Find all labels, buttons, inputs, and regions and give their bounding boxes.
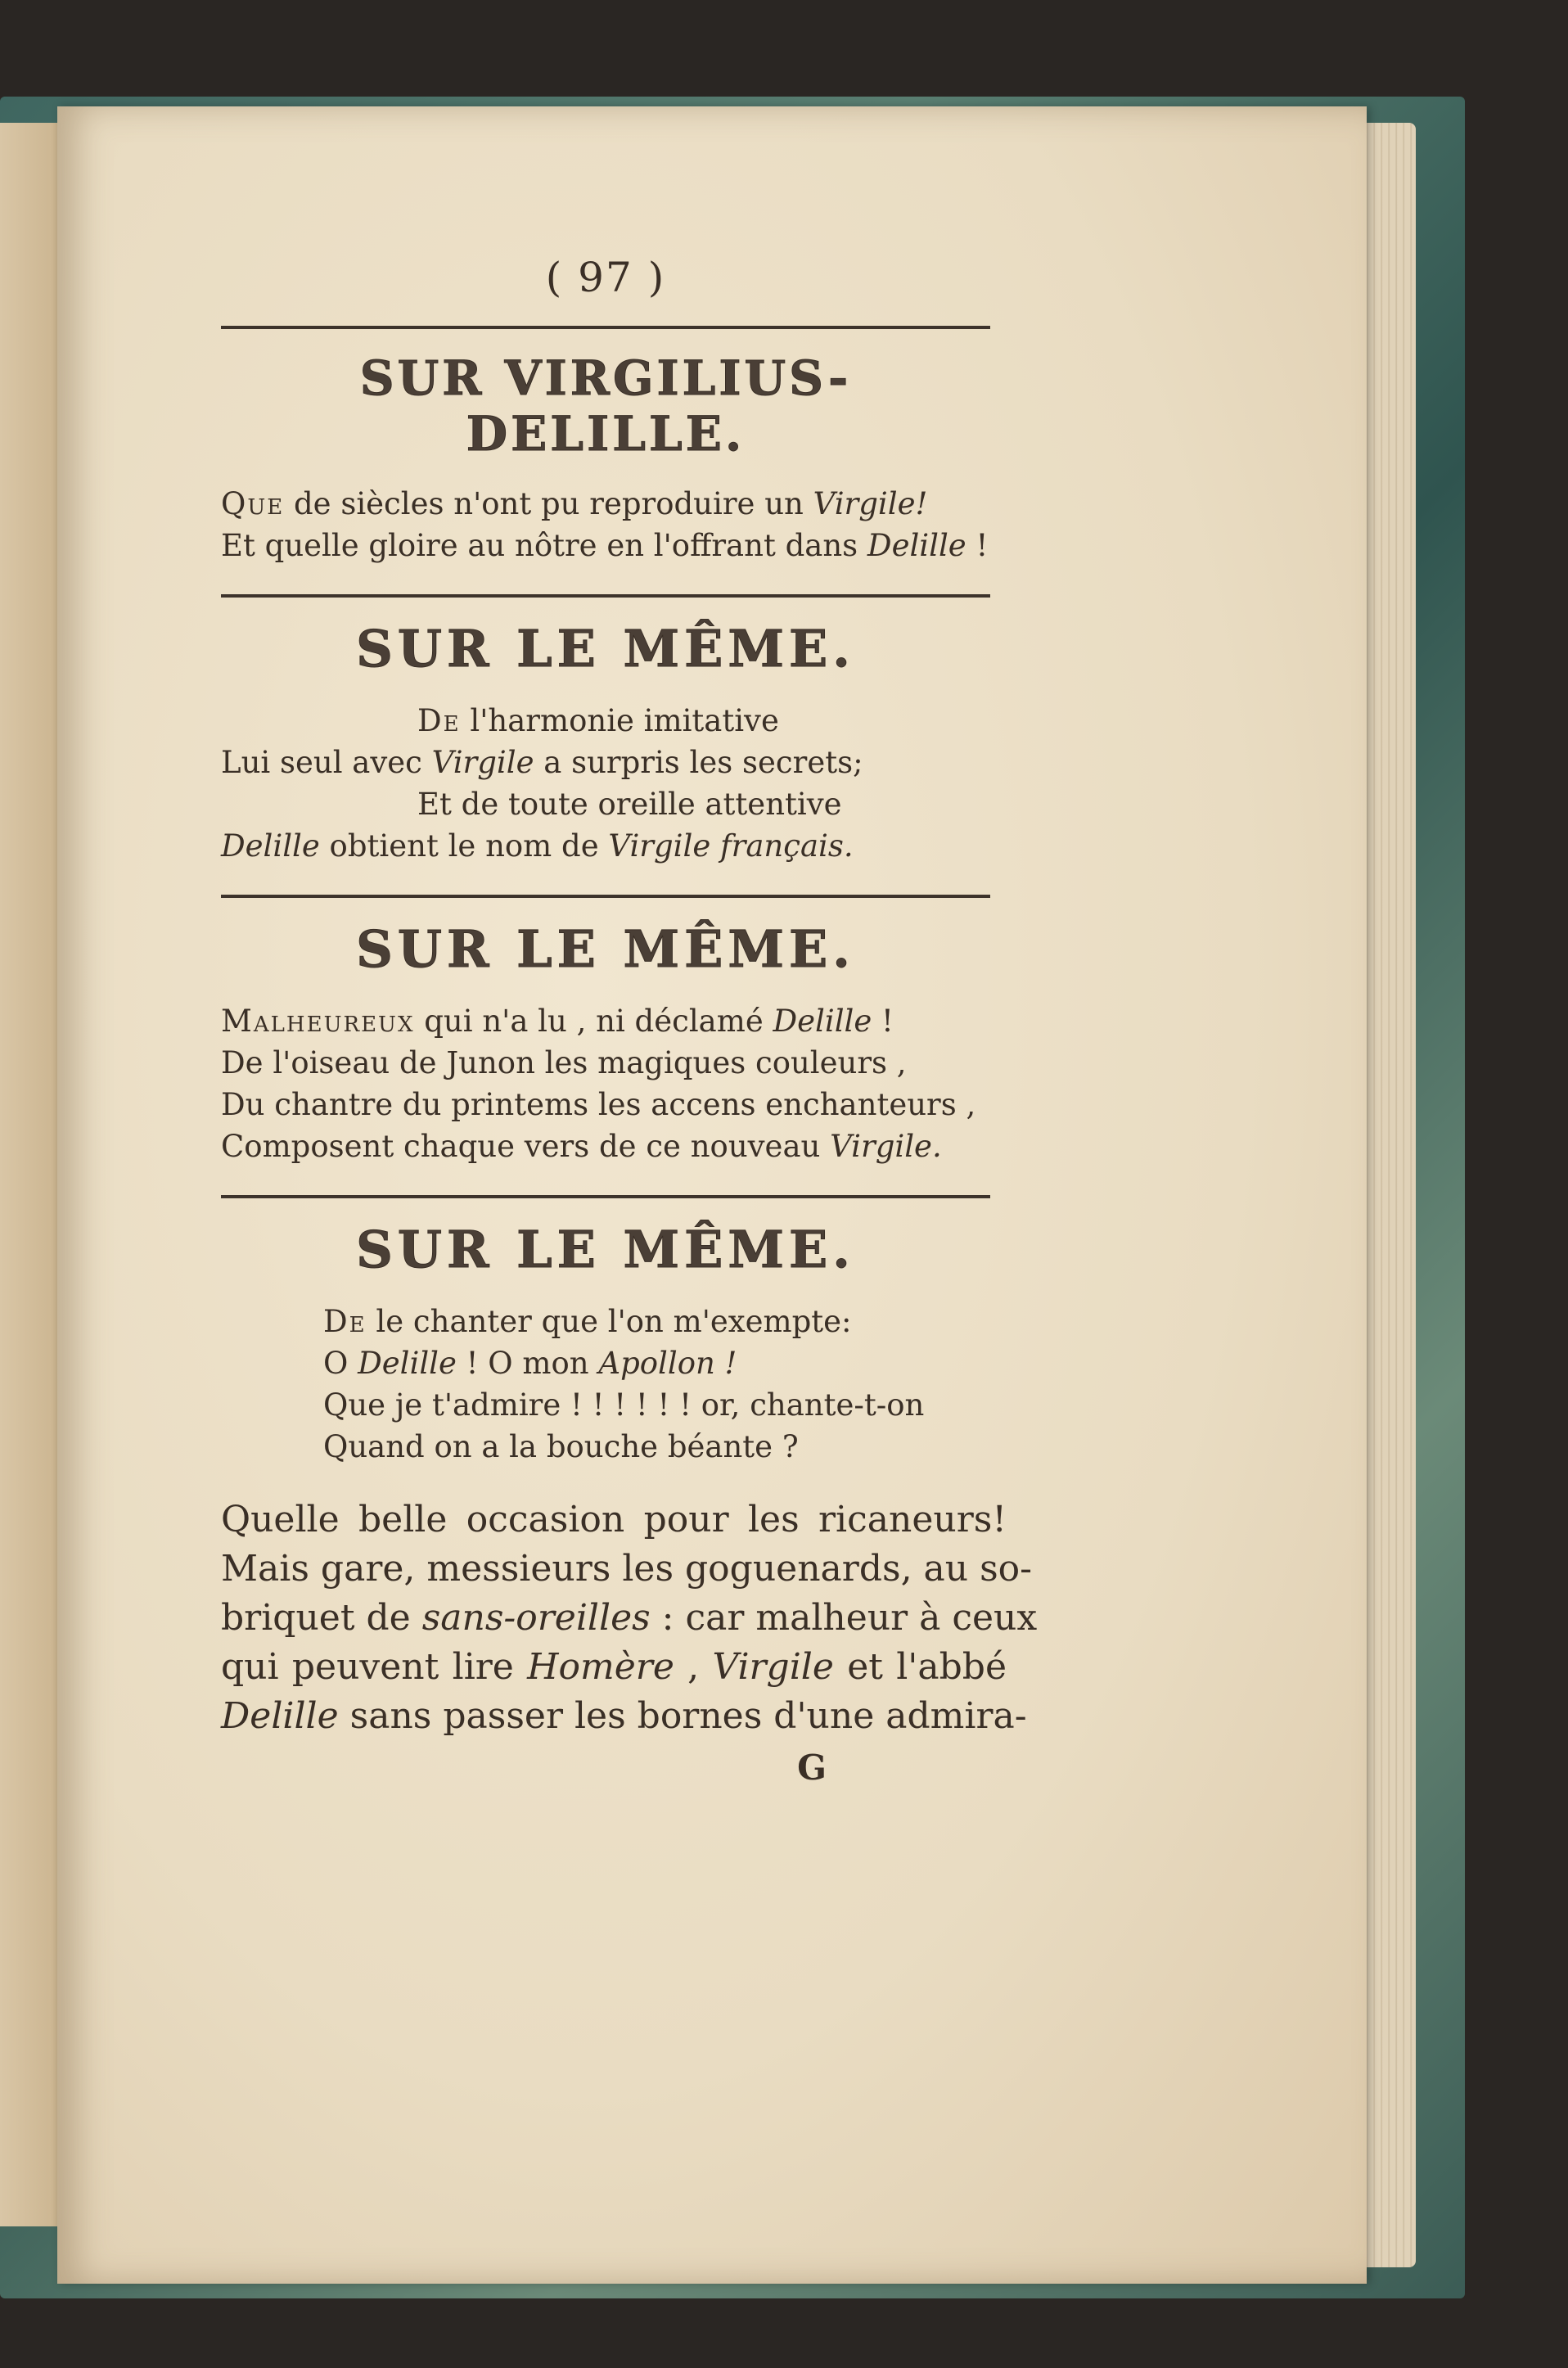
section-rule	[221, 895, 990, 898]
prose-text: : car malheur à ceux	[650, 1597, 1038, 1639]
verse-line	[221, 1384, 990, 1426]
prose-italic: Virgile	[712, 1646, 834, 1688]
verse-text: Du chantre du printems les accens enchanteurs ,	[221, 1087, 976, 1122]
section-title: SUR LE MÊME.	[356, 919, 855, 979]
verse-italic: Apollon !	[598, 1346, 737, 1381]
verse-text: Que je t'admire ! ! ! ! ! ! or, chante-t-on	[323, 1387, 925, 1423]
verse-text: Et quelle gloire au nôtre en l'offrant dans	[221, 528, 867, 563]
verse-block	[221, 1301, 990, 1468]
verse-line	[221, 1084, 990, 1125]
verse-line	[221, 1342, 990, 1384]
verse-line	[221, 700, 990, 742]
verse-text: Lui seul avec	[221, 745, 432, 780]
sections-container	[221, 326, 990, 1468]
prose-text: briquet de	[221, 1597, 422, 1639]
verse-text: O	[323, 1346, 358, 1381]
verse-tail: ! O mon	[456, 1346, 599, 1381]
verse-text: Composent chaque vers de ce nouveau	[221, 1129, 831, 1164]
verse-tail: !	[872, 1004, 894, 1039]
page-number: ( 97 )	[545, 254, 666, 301]
prose-line	[221, 1545, 1033, 1594]
prose-line	[221, 1692, 1027, 1741]
verse-italic: Virgile.	[830, 1129, 942, 1164]
verse-italic: Delille	[221, 828, 320, 864]
verse-line	[221, 483, 990, 525]
verse-text: Quand on a la bouche béante ?	[323, 1429, 799, 1464]
verse-tail: a surpris les secrets;	[534, 745, 863, 780]
page-content	[221, 254, 1038, 1788]
verse-text: de siècles n'ont pu reproduire un	[284, 486, 813, 521]
prose-line	[221, 1643, 1007, 1692]
verse-line	[221, 825, 990, 867]
verse-italic: Virgile!	[813, 486, 928, 521]
verse-italic: Delille	[773, 1004, 872, 1039]
section-rule	[221, 1195, 990, 1198]
verse-line	[221, 1125, 990, 1167]
section-title: SUR LE MÊME.	[356, 619, 855, 679]
signature-mark: G	[797, 1748, 827, 1788]
verse-italic: Delille	[358, 1346, 457, 1381]
verse-text: l'harmonie imitative	[460, 703, 779, 738]
verse-text: le chanter que l'on m'exempte:	[366, 1304, 852, 1339]
verse-block	[221, 700, 990, 867]
section-title: SUR LE MÊME.	[356, 1220, 855, 1279]
verse-lead: De	[323, 1304, 367, 1339]
verse-text: Et de toute oreille attentive	[417, 787, 842, 822]
verse-italic: Delille	[867, 528, 966, 563]
verse-line	[221, 1426, 990, 1468]
section-title: SUR VIRGILIUS-DELILLE.	[359, 350, 852, 462]
section-rule	[221, 326, 990, 329]
verse-italic: Virgile	[431, 745, 534, 780]
verse-tail: !	[966, 528, 989, 563]
verse-line	[221, 1000, 990, 1042]
verse-tail: obtient le nom de	[319, 828, 609, 864]
section-rule	[221, 594, 990, 598]
verse-text: De l'oiseau de Junon les magiques couleurs ,	[221, 1045, 907, 1080]
prose-italic: Homère	[527, 1646, 674, 1688]
prose-italic: sans-oreilles	[421, 1597, 651, 1639]
verse-block	[221, 1000, 990, 1167]
prose-line	[221, 1594, 1038, 1643]
verse-lead: De	[417, 703, 461, 738]
prose-line	[221, 1495, 1007, 1545]
verse-lead: Malheureux	[221, 1004, 415, 1039]
prose-text: et l'abbé	[833, 1646, 1007, 1688]
verse-lead: Que	[221, 486, 285, 521]
prose-italic: Delille	[221, 1695, 339, 1737]
verse-line	[221, 525, 990, 566]
prose-text: Quelle belle occasion pour les ricaneurs!	[221, 1499, 1007, 1540]
prose-text: Mais gare, messieurs les goguenards, au so-	[221, 1548, 1033, 1590]
verse-italic: Virgile français.	[608, 828, 854, 864]
verse-line	[221, 1301, 990, 1342]
verse-text: qui n'a lu , ni déclamé	[414, 1004, 773, 1039]
verse-line	[221, 783, 990, 825]
verse-line	[221, 742, 990, 783]
prose-text: sans passer les bornes d'une admira-	[338, 1695, 1027, 1737]
verse-line	[221, 1042, 990, 1084]
prose-paragraph	[221, 1495, 1038, 1741]
verse-block	[221, 483, 990, 566]
prose-text: qui peuvent lire	[221, 1646, 528, 1688]
prose-text: ,	[674, 1646, 713, 1688]
